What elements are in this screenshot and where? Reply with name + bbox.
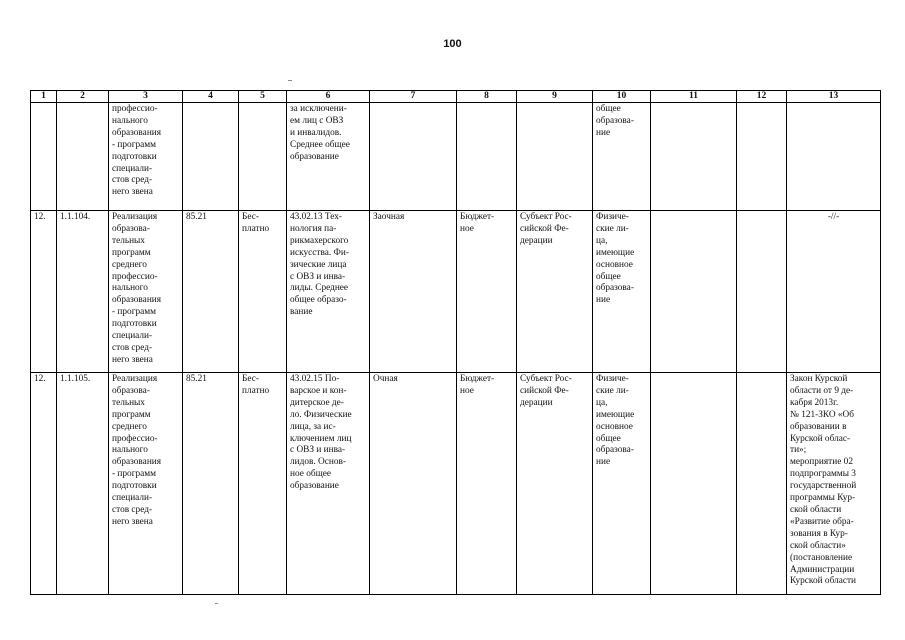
column-header: 3 xyxy=(109,91,183,103)
payment-cell: Бес- платно xyxy=(239,373,287,595)
row-number-cell xyxy=(31,103,57,211)
table-row xyxy=(31,211,881,373)
owner-cell: Субъект Рос- сийской Фе- дерации xyxy=(517,211,593,373)
header-row xyxy=(31,91,881,103)
registry-code-cell xyxy=(57,103,109,211)
service-name-cell: Реализация образова- тельных программ среднего профессио- нального образования - программ подготовки специали- стов сред- него звена xyxy=(109,373,183,595)
page-number: 100 xyxy=(443,38,462,50)
funding-cell: Бюджет- ное xyxy=(457,211,517,373)
empty-cell xyxy=(737,103,787,211)
legal-basis-cell: -//- xyxy=(787,211,881,373)
okved-cell xyxy=(183,103,239,211)
column-header: 1 xyxy=(31,91,57,103)
row-number-cell: 12. xyxy=(31,211,57,373)
registry-code-cell: 1.1.104. xyxy=(57,211,109,373)
specialty-cell: 43.02.15 По- варское и кон- дитерское де- ло. Физические лица, за ис- ключением лиц с ОВЗ и инва- лидов. Основ- ное общее образование xyxy=(287,373,370,595)
empty-cell xyxy=(737,373,787,595)
payment-cell xyxy=(239,103,287,211)
recipients-cell: общее образова- ние xyxy=(593,103,651,211)
scan-mark xyxy=(288,80,292,81)
okved-cell: 85.21 xyxy=(183,211,239,373)
column-header: 12 xyxy=(737,91,787,103)
funding-cell: Бюджет- ное xyxy=(457,373,517,595)
empty-cell xyxy=(651,103,737,211)
column-header: 5 xyxy=(239,91,287,103)
table-row xyxy=(31,103,881,211)
column-header: 8 xyxy=(457,91,517,103)
payment-cell: Бес- платно xyxy=(239,211,287,373)
column-header: 10 xyxy=(593,91,651,103)
service-name-cell: профессио- нального образования - программ подготовки специали- стов сред- него звена xyxy=(109,103,183,211)
recipients-cell: Физиче- ские ли- ца, имеющие основное общее образова- ние xyxy=(593,211,651,373)
registry-code-cell: 1.1.105. xyxy=(57,373,109,595)
column-header: 2 xyxy=(57,91,109,103)
column-header: 11 xyxy=(651,91,737,103)
column-header: 13 xyxy=(787,91,881,103)
column-header: 6 xyxy=(287,91,370,103)
owner-cell xyxy=(517,103,593,211)
form-cell: Очная xyxy=(370,373,457,595)
registry-table xyxy=(30,90,881,595)
form-cell: Заочная xyxy=(370,211,457,373)
legal-basis-cell: Закон Курской области от 9 де- кабря 2013г. № 121-ЗКО «Об образовании в Курской облас- ти»; мероприятие 02 подпрограммы 3 государственной программы Кур- ской области «Развитие обра- зования в Кур- ской области» (постановление Администрации Курской области xyxy=(787,373,881,595)
funding-cell xyxy=(457,103,517,211)
table-row xyxy=(31,373,881,595)
empty-cell xyxy=(651,211,737,373)
specialty-cell: 43.02.13 Тех- нология па- рикмахерского искусства. Фи- зические лица с ОВЗ и инва- лиды. Среднее общее образо- вание xyxy=(287,211,370,373)
okved-cell: 85.21 xyxy=(183,373,239,595)
column-header: 4 xyxy=(183,91,239,103)
column-header: 7 xyxy=(370,91,457,103)
scan-mark xyxy=(215,603,218,604)
service-name-cell: Реализация образова- тельных программ среднего профессио- нального образования - программ подготовки специали- стов сред- него звена xyxy=(109,211,183,373)
column-header: 9 xyxy=(517,91,593,103)
empty-cell xyxy=(737,211,787,373)
empty-cell xyxy=(651,373,737,595)
recipients-cell: Физиче- ские ли- ца, имеющие основное общее образова- ние xyxy=(593,373,651,595)
owner-cell: Субъект Рос- сийской Фе- дерации xyxy=(517,373,593,595)
legal-basis-cell xyxy=(787,103,881,211)
specialty-cell: за исключени- ем лиц с ОВЗ и инвалидов. Среднее общее образование xyxy=(287,103,370,211)
row-number-cell: 12. xyxy=(31,373,57,595)
form-cell xyxy=(370,103,457,211)
